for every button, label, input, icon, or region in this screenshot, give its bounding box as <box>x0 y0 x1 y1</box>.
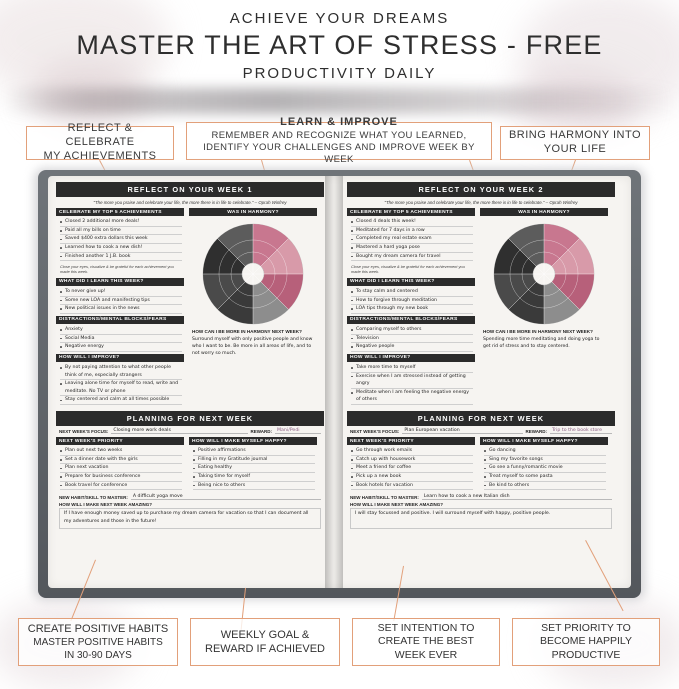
planner-book <box>34 168 645 600</box>
list-item: LOA tips through my new book <box>351 305 473 314</box>
callout-line: PRODUCTIVE <box>551 648 621 661</box>
callout-learn-improve <box>186 116 492 165</box>
list-item: Closed 4 deals this week! <box>351 218 473 227</box>
list-item: Television <box>351 335 473 344</box>
callout-line: BRING HARMONY INTO <box>508 129 642 142</box>
happy-list <box>189 445 317 492</box>
list-item: Finished another 1 J.B. book <box>60 253 182 262</box>
habit-value: Learn how to cook a new Italian dish <box>422 494 612 500</box>
section-header-learned: WHAT DID I LEARN THIS WEEK? <box>347 278 475 286</box>
callout-bring-harmony <box>500 126 650 160</box>
harmony-question: HOW CAN I BE MORE IN HARMONY NEXT WEEK? <box>192 329 302 335</box>
headline-line-3: PRODUCTIVITY DAILY <box>242 65 437 82</box>
callout-line: YOUR LIFE <box>543 143 607 155</box>
list-item: Learned how to cook a new dish! <box>60 244 182 253</box>
page-header-bar: REFLECT ON YOUR WEEK 2 <box>347 182 615 197</box>
list-item: Catch up with housework <box>351 456 473 465</box>
reward-value: Mani/Pedi <box>275 428 321 434</box>
amazing-value: If I have enough money saved up to purchase my dream camera for vacation so that I can document all my adventures and those in the future! <box>59 508 321 529</box>
list-item: Some new LOA and manifesting tips <box>60 297 182 306</box>
page-title <box>0 10 679 82</box>
list-item: Being nice to others <box>193 482 315 491</box>
section-header-harmony: WAS IN HARMONY? <box>189 208 317 216</box>
list-item: Treat myself to some pasta <box>484 473 606 482</box>
callout-weekly-goal-reward <box>190 618 340 666</box>
section-header-priority: NEXT WEEK'S PRIORITY <box>56 437 184 445</box>
callout-title: LEARN & IMPROVE <box>280 116 398 129</box>
list-item: Eating healthy <box>193 464 315 473</box>
list-item: Stay centered and calm at all times possible <box>60 396 182 405</box>
list-item: Closed 2 additional more deals! <box>60 218 182 227</box>
planning-header-bar: PLANNING FOR NEXT WEEK <box>347 411 615 426</box>
harmony-question: HOW CAN I BE MORE IN HARMONY NEXT WEEK? <box>483 329 593 335</box>
callout-line: IN 30-90 DAYS <box>64 650 132 662</box>
list-item: Go through work emails <box>351 447 473 456</box>
callout-line: WEEK EVER <box>394 648 458 661</box>
priority-list <box>347 445 475 492</box>
wheel-chart <box>199 220 307 328</box>
list-item: Negative people <box>351 343 473 352</box>
callout-line: SET PRIORITY TO <box>541 621 631 634</box>
list-item: Completed my real estate exam <box>351 235 473 244</box>
section-header-learned: WHAT DID I LEARN THIS WEEK? <box>56 278 184 286</box>
reward-value: Trip to the book store <box>550 428 612 434</box>
callout-set-priority <box>512 618 660 666</box>
callout-line: WEEKLY GOAL & <box>220 628 310 641</box>
achievements-list <box>347 216 475 263</box>
list-item: Bought my dream camera for travel <box>351 253 473 262</box>
list-item: How to forgive through meditation <box>351 297 473 306</box>
callout-line: REFLECT & CELEBRATE <box>65 122 135 149</box>
list-item: Meditate when I am feeling the negative energy of others <box>351 389 473 405</box>
harmony-answer: Surround myself with only positive people and know who I want to be. Be more in all areas of life, and to not worry so much. <box>192 337 313 357</box>
quote-text: "The more you praise and celebrate your life, the more there is in life to celebrate." – Oprah Winfrey <box>93 200 287 205</box>
list-item: Set a dinner date with the girls <box>60 456 182 465</box>
focus-row <box>56 426 324 434</box>
list-item: Negative energy <box>60 343 182 352</box>
focus-value: Plan European vacation <box>402 428 522 434</box>
habit-value: A difficult yoga move <box>131 494 321 500</box>
section-header-achievements: CELEBRATE MY TOP 5 ACHIEVEMENTS <box>56 208 184 216</box>
blocks-list <box>347 324 475 354</box>
list-item: Sing my favorite songs <box>484 456 606 465</box>
list-item: Social Media <box>60 335 182 344</box>
list-item: Filling in my Gratitude journal <box>193 456 315 465</box>
focus-label: NEXT WEEK'S FOCUS: <box>350 428 400 434</box>
callout-line: CREATE THE BEST <box>378 635 474 648</box>
list-item: Take more time to myself <box>351 364 473 373</box>
list-item: Book travel for conference <box>60 482 182 491</box>
section-header-improve: HOW WILL I IMPROVE? <box>56 354 184 362</box>
harmony-wheel <box>189 216 317 328</box>
section-header-happy: HOW WILL I MAKE MYSELF HAPPY? <box>480 437 608 445</box>
list-item: New political issues in the news <box>60 305 182 314</box>
amazing-label: HOW WILL I MAKE NEXT WEEK AMAZING? <box>59 502 152 508</box>
priority-list <box>56 445 184 492</box>
learned-list <box>56 286 184 316</box>
list-item: Go dancing <box>484 447 606 456</box>
planning-header-bar: PLANNING FOR NEXT WEEK <box>56 411 324 426</box>
achievements-note: Close your eyes, visualize & be grateful for each achievement you made this week. <box>351 264 465 275</box>
list-item: Prepare for business conference <box>60 473 182 482</box>
reward-label: REWARD: <box>525 428 547 434</box>
list-item: Mastered a hard yoga pose <box>351 244 473 253</box>
section-header-blocks: DISTRACTIONS/MENTAL BLOCKS/FEARS <box>347 316 475 324</box>
list-item: Plan out next two weeks <box>60 447 182 456</box>
focus-label: NEXT WEEK'S FOCUS: <box>59 428 109 434</box>
section-header-priority: NEXT WEEK'S PRIORITY <box>347 437 475 445</box>
callout-line: MASTER POSITIVE HABITS <box>33 637 163 649</box>
list-item: Saved $400 extra dollars this week <box>60 235 182 244</box>
callout-create-positive-habits <box>18 618 178 666</box>
list-item: Meet a friend for coffee <box>351 464 473 473</box>
section-header-harmony: WAS IN HARMONY? <box>480 208 608 216</box>
list-item: Exercise when I am stressed instead of getting angry <box>351 373 473 389</box>
list-item: Taking time for myself <box>193 473 315 482</box>
focus-value: Closing more work deals <box>111 428 247 434</box>
amazing-label: HOW WILL I MAKE NEXT WEEK AMAZING? <box>350 502 443 508</box>
achievements-note: Close your eyes, visualize & be grateful for each achievement you made this week. <box>60 264 174 275</box>
list-item: Book hotels for vacation <box>351 482 473 491</box>
callout-line: REMEMBER AND RECOGNIZE WHAT YOU LEARNED, <box>211 130 467 142</box>
section-header-happy: HOW WILL I MAKE MYSELF HAPPY? <box>189 437 317 445</box>
list-item: Positive affirmations <box>193 447 315 456</box>
harmony-wheel <box>480 216 608 328</box>
quote-text: "The more you praise and celebrate your life, the more there is in life to celebrate." – Oprah Winfrey <box>384 200 578 205</box>
list-item: Meditated for 7 days in a row <box>351 227 473 236</box>
habit-row <box>56 492 324 500</box>
list-item: Go see a funny/romantic movie <box>484 464 606 473</box>
callout-line: IDENTIFY YOUR CHALLENGES AND IMPROVE WEEK BY WEEK <box>203 141 475 165</box>
focus-row <box>347 426 615 434</box>
book-spine <box>325 176 343 588</box>
list-item: Leaving alone time for myself to read, write and meditate. No TV or phone <box>60 380 182 396</box>
callout-line: MY ACHIEVEMENTS <box>43 149 157 162</box>
list-item: By not paying attention to what other people think of me, especially strangers <box>60 364 182 380</box>
amazing-block <box>56 500 324 529</box>
list-item: Be kind to others <box>484 482 606 491</box>
callout-line: SET INTENTION TO <box>377 621 475 634</box>
callout-reflect-celebrate <box>26 122 174 162</box>
section-header-blocks: DISTRACTIONS/MENTAL BLOCKS/FEARS <box>56 316 184 324</box>
list-item: Plan next vacation <box>60 464 182 473</box>
page-header-bar: REFLECT ON YOUR WEEK 1 <box>56 182 324 197</box>
callout-line: BECOME HAPPILY <box>540 635 632 648</box>
list-item: To never give up! <box>60 288 182 297</box>
headline-line-2: MASTER THE ART OF STRESS - FREE <box>76 30 603 60</box>
list-item: Pick up a new book <box>351 473 473 482</box>
amazing-value: I will stay focussed and positive. I will surround myself with happy, positive people. <box>350 508 612 529</box>
callout-line: CREATE POSITIVE HABITS <box>27 622 169 635</box>
section-header-improve: HOW WILL I IMPROVE? <box>347 354 475 362</box>
brush-streak <box>0 88 679 114</box>
list-item: Paid all my bills on time <box>60 227 182 236</box>
planner-page-right <box>347 182 615 582</box>
happy-list <box>480 445 608 492</box>
section-header-achievements: CELEBRATE MY TOP 5 ACHIEVEMENTS <box>347 208 475 216</box>
habit-row <box>347 492 615 500</box>
improve-list <box>347 362 475 407</box>
callout-line: REWARD IF ACHIEVED <box>205 643 325 655</box>
improve-list <box>56 362 184 407</box>
achievements-list <box>56 216 184 263</box>
headline-line-1: ACHIEVE YOUR DREAMS <box>229 10 450 27</box>
list-item: To stay calm and centered <box>351 288 473 297</box>
wheel-chart <box>490 220 598 328</box>
planner-page-left <box>56 182 324 582</box>
list-item: Anxiety <box>60 326 182 335</box>
reward-label: REWARD: <box>250 428 272 434</box>
harmony-answer: Spending more time meditating and doing yoga to get rid of stress and to stay centered. <box>483 337 600 350</box>
blocks-list <box>56 324 184 354</box>
habit-label: NEW HABIT/SKILL TO MASTER: <box>59 495 128 501</box>
list-item: Comparing myself to others <box>351 326 473 335</box>
learned-list <box>347 286 475 316</box>
amazing-block <box>347 500 615 529</box>
habit-label: NEW HABIT/SKILL TO MASTER: <box>350 495 419 501</box>
callout-set-intention <box>352 618 500 666</box>
